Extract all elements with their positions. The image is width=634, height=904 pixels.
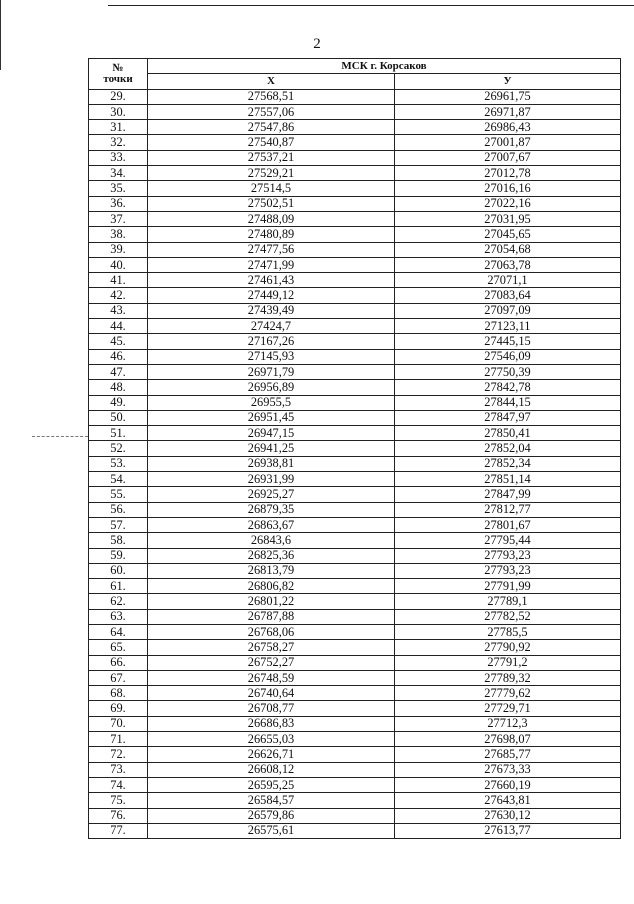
point-number-cell: 44. — [89, 319, 148, 334]
point-number-cell: 54. — [89, 472, 148, 487]
x-coordinate-cell: 27557,06 — [148, 104, 395, 119]
table-row — [89, 242, 621, 257]
table-row — [89, 624, 621, 639]
x-coordinate-cell: 27529,21 — [148, 166, 395, 181]
table-row — [89, 380, 621, 395]
y-coordinate-cell: 27790,92 — [395, 640, 621, 655]
x-coordinate-cell: 27449,12 — [148, 288, 395, 303]
table-row — [89, 364, 621, 379]
x-coordinate-cell: 26931,99 — [148, 472, 395, 487]
point-number-cell: 56. — [89, 502, 148, 517]
table-row — [89, 716, 621, 731]
table-row — [89, 456, 621, 471]
y-coordinate-cell: 27789,32 — [395, 670, 621, 685]
y-coordinate-cell: 27801,67 — [395, 517, 621, 532]
point-number-cell: 45. — [89, 334, 148, 349]
table-row — [89, 594, 621, 609]
table-row — [89, 548, 621, 563]
point-number-header-symbol: № — [112, 61, 124, 74]
point-number-cell: 69. — [89, 701, 148, 716]
point-number-cell: 43. — [89, 303, 148, 318]
table-row — [89, 533, 621, 548]
x-coordinate-cell: 26956,89 — [148, 380, 395, 395]
y-coordinate-cell: 26961,75 — [395, 89, 621, 104]
point-number-cell: 29. — [89, 89, 148, 104]
point-number-cell: 64. — [89, 624, 148, 639]
x-coordinate-cell: 26971,79 — [148, 364, 395, 379]
table-row — [89, 701, 621, 716]
table-row — [89, 655, 621, 670]
table-row — [89, 777, 621, 792]
point-number-cell: 73. — [89, 762, 148, 777]
point-number-cell: 63. — [89, 609, 148, 624]
table-row — [89, 166, 621, 181]
table-row — [89, 747, 621, 762]
point-number-cell: 58. — [89, 533, 148, 548]
x-coordinate-cell: 27568,51 — [148, 89, 395, 104]
y-coordinate-cell: 27643,81 — [395, 793, 621, 808]
point-number-cell: 32. — [89, 135, 148, 150]
y-coordinate-cell: 27791,99 — [395, 579, 621, 594]
table-row — [89, 426, 621, 441]
x-coordinate-cell: 27502,51 — [148, 196, 395, 211]
x-coordinate-cell: 27547,86 — [148, 120, 395, 135]
table-row — [89, 823, 621, 838]
y-coordinate-cell: 27847,99 — [395, 487, 621, 502]
point-number-cell: 77. — [89, 823, 148, 838]
x-coordinate-cell: 27488,09 — [148, 211, 395, 226]
table-row — [89, 120, 621, 135]
table-row — [89, 227, 621, 242]
x-coordinate-cell: 26843,6 — [148, 533, 395, 548]
y-coordinate-cell: 27063,78 — [395, 257, 621, 272]
x-coordinate-cell: 26806,82 — [148, 579, 395, 594]
x-coordinate-cell: 26941,25 — [148, 441, 395, 456]
point-number-cell: 40. — [89, 257, 148, 272]
table-row — [89, 640, 621, 655]
x-coordinate-cell: 26879,35 — [148, 502, 395, 517]
y-coordinate-cell: 27698,07 — [395, 732, 621, 747]
point-number-cell: 49. — [89, 395, 148, 410]
x-coordinate-cell: 27477,56 — [148, 242, 395, 257]
x-coordinate-cell: 26758,27 — [148, 640, 395, 655]
x-coordinate-cell: 27540,87 — [148, 135, 395, 150]
x-coordinate-cell: 27514,5 — [148, 181, 395, 196]
point-number-cell: 41. — [89, 273, 148, 288]
point-number-header — [89, 59, 148, 90]
x-column-header: Х — [148, 74, 395, 89]
x-coordinate-cell: 27471,99 — [148, 257, 395, 272]
point-number-cell: 67. — [89, 670, 148, 685]
table-row — [89, 150, 621, 165]
point-number-cell: 53. — [89, 456, 148, 471]
table-row — [89, 472, 621, 487]
point-number-cell: 31. — [89, 120, 148, 135]
y-coordinate-cell: 27850,41 — [395, 426, 621, 441]
y-coordinate-cell: 27793,23 — [395, 548, 621, 563]
table-row — [89, 89, 621, 104]
x-coordinate-cell: 26608,12 — [148, 762, 395, 777]
point-number-cell: 36. — [89, 196, 148, 211]
x-coordinate-cell: 26708,77 — [148, 701, 395, 716]
point-number-cell: 57. — [89, 517, 148, 532]
x-coordinate-cell: 26863,67 — [148, 517, 395, 532]
table-row — [89, 334, 621, 349]
y-coordinate-cell: 27007,67 — [395, 150, 621, 165]
table-body — [89, 89, 621, 839]
x-coordinate-cell: 26813,79 — [148, 563, 395, 578]
table-row — [89, 517, 621, 532]
x-coordinate-cell: 26801,22 — [148, 594, 395, 609]
y-coordinate-cell: 27791,2 — [395, 655, 621, 670]
y-coordinate-cell: 27812,77 — [395, 502, 621, 517]
table-row — [89, 303, 621, 318]
x-coordinate-cell: 26925,27 — [148, 487, 395, 502]
table-row — [89, 609, 621, 624]
x-coordinate-cell: 26579,86 — [148, 808, 395, 823]
table-row — [89, 670, 621, 685]
x-coordinate-cell: 26825,36 — [148, 548, 395, 563]
point-number-cell: 62. — [89, 594, 148, 609]
point-number-cell: 39. — [89, 242, 148, 257]
point-number-cell: 60. — [89, 563, 148, 578]
point-number-cell: 42. — [89, 288, 148, 303]
x-coordinate-cell: 26686,83 — [148, 716, 395, 731]
point-number-cell: 47. — [89, 364, 148, 379]
x-coordinate-cell: 26938,81 — [148, 456, 395, 471]
y-coordinate-cell: 27782,52 — [395, 609, 621, 624]
point-number-cell: 76. — [89, 808, 148, 823]
point-number-cell: 50. — [89, 410, 148, 425]
table-row — [89, 686, 621, 701]
y-coordinate-cell: 27750,39 — [395, 364, 621, 379]
x-coordinate-cell: 27439,49 — [148, 303, 395, 318]
y-coordinate-cell: 27779,62 — [395, 686, 621, 701]
table-row — [89, 349, 621, 364]
coordinate-system-header: МСК г. Корсаков — [148, 59, 621, 74]
x-coordinate-cell: 26626,71 — [148, 747, 395, 762]
y-coordinate-cell: 27045,65 — [395, 227, 621, 242]
page-number: 2 — [313, 36, 321, 52]
table-row — [89, 257, 621, 272]
y-coordinate-cell: 27022,16 — [395, 196, 621, 211]
point-number-cell: 34. — [89, 166, 148, 181]
x-coordinate-cell: 26575,61 — [148, 823, 395, 838]
y-coordinate-cell: 27546,09 — [395, 349, 621, 364]
point-number-cell: 68. — [89, 686, 148, 701]
x-coordinate-cell: 27167,26 — [148, 334, 395, 349]
y-coordinate-cell: 27097,09 — [395, 303, 621, 318]
point-number-cell: 52. — [89, 441, 148, 456]
table-header-row — [89, 59, 621, 74]
table-row — [89, 319, 621, 334]
table-row — [89, 502, 621, 517]
table-row — [89, 288, 621, 303]
table-row — [89, 410, 621, 425]
y-coordinate-cell: 27793,23 — [395, 563, 621, 578]
y-coordinate-cell: 27630,12 — [395, 808, 621, 823]
y-coordinate-cell: 27785,5 — [395, 624, 621, 639]
x-coordinate-cell: 27145,93 — [148, 349, 395, 364]
point-number-cell: 46. — [89, 349, 148, 364]
point-number-cell: 33. — [89, 150, 148, 165]
y-coordinate-cell: 27852,34 — [395, 456, 621, 471]
fold-mark — [32, 436, 88, 437]
y-coordinate-cell: 27613,77 — [395, 823, 621, 838]
table-row — [89, 579, 621, 594]
y-coordinate-cell: 27054,68 — [395, 242, 621, 257]
x-coordinate-cell: 26740,64 — [148, 686, 395, 701]
x-coordinate-cell: 26595,25 — [148, 777, 395, 792]
y-coordinate-cell: 27842,78 — [395, 380, 621, 395]
y-coordinate-cell: 27445,15 — [395, 334, 621, 349]
point-number-cell: 61. — [89, 579, 148, 594]
y-coordinate-cell: 26986,43 — [395, 120, 621, 135]
table-row — [89, 732, 621, 747]
point-number-cell: 30. — [89, 104, 148, 119]
point-number-cell: 70. — [89, 716, 148, 731]
table-row — [89, 196, 621, 211]
table-row — [89, 395, 621, 410]
point-number-cell: 38. — [89, 227, 148, 242]
x-coordinate-cell: 26748,59 — [148, 670, 395, 685]
table-row — [89, 211, 621, 226]
point-number-cell: 71. — [89, 732, 148, 747]
y-coordinate-cell: 27712,3 — [395, 716, 621, 731]
y-coordinate-cell: 27852,04 — [395, 441, 621, 456]
x-coordinate-cell: 26655,03 — [148, 732, 395, 747]
x-coordinate-cell: 26768,06 — [148, 624, 395, 639]
point-number-cell: 66. — [89, 655, 148, 670]
y-coordinate-cell: 27012,78 — [395, 166, 621, 181]
y-coordinate-cell: 27031,95 — [395, 211, 621, 226]
y-coordinate-cell: 27795,44 — [395, 533, 621, 548]
y-coordinate-cell: 27844,15 — [395, 395, 621, 410]
point-number-cell: 72. — [89, 747, 148, 762]
point-number-cell: 37. — [89, 211, 148, 226]
x-coordinate-cell: 27480,89 — [148, 227, 395, 242]
x-coordinate-cell: 26947,15 — [148, 426, 395, 441]
table-subheader-row — [89, 74, 621, 89]
point-number-header-label: точки — [103, 72, 133, 85]
coordinates-table — [88, 58, 621, 839]
table-row — [89, 135, 621, 150]
point-number-cell: 51. — [89, 426, 148, 441]
point-number-cell: 59. — [89, 548, 148, 563]
point-number-cell: 65. — [89, 640, 148, 655]
y-coordinate-cell: 27685,77 — [395, 747, 621, 762]
y-coordinate-cell: 27847,97 — [395, 410, 621, 425]
table-row — [89, 793, 621, 808]
x-coordinate-cell: 26787,88 — [148, 609, 395, 624]
point-number-cell: 75. — [89, 793, 148, 808]
y-column-header: У — [395, 74, 621, 89]
table-row — [89, 487, 621, 502]
x-coordinate-cell: 26951,45 — [148, 410, 395, 425]
y-coordinate-cell: 27016,16 — [395, 181, 621, 196]
table-row — [89, 273, 621, 288]
table-row — [89, 441, 621, 456]
table-row — [89, 104, 621, 119]
y-coordinate-cell: 27071,1 — [395, 273, 621, 288]
point-number-cell: 74. — [89, 777, 148, 792]
y-coordinate-cell: 27123,11 — [395, 319, 621, 334]
x-coordinate-cell: 27461,43 — [148, 273, 395, 288]
x-coordinate-cell: 26955,5 — [148, 395, 395, 410]
point-number-cell: 55. — [89, 487, 148, 502]
y-coordinate-cell: 27673,33 — [395, 762, 621, 777]
y-coordinate-cell: 27001,87 — [395, 135, 621, 150]
table-row — [89, 808, 621, 823]
x-coordinate-cell: 26584,57 — [148, 793, 395, 808]
x-coordinate-cell: 26752,27 — [148, 655, 395, 670]
y-coordinate-cell: 27660,19 — [395, 777, 621, 792]
table-row — [89, 181, 621, 196]
x-coordinate-cell: 27424,7 — [148, 319, 395, 334]
top-border-line — [108, 5, 634, 6]
y-coordinate-cell: 27851,14 — [395, 472, 621, 487]
point-number-cell: 35. — [89, 181, 148, 196]
point-number-cell: 48. — [89, 380, 148, 395]
table-row — [89, 762, 621, 777]
y-coordinate-cell: 27729,71 — [395, 701, 621, 716]
y-coordinate-cell: 27789,1 — [395, 594, 621, 609]
table-row — [89, 563, 621, 578]
y-coordinate-cell: 27083,64 — [395, 288, 621, 303]
x-coordinate-cell: 27537,21 — [148, 150, 395, 165]
y-coordinate-cell: 26971,87 — [395, 104, 621, 119]
